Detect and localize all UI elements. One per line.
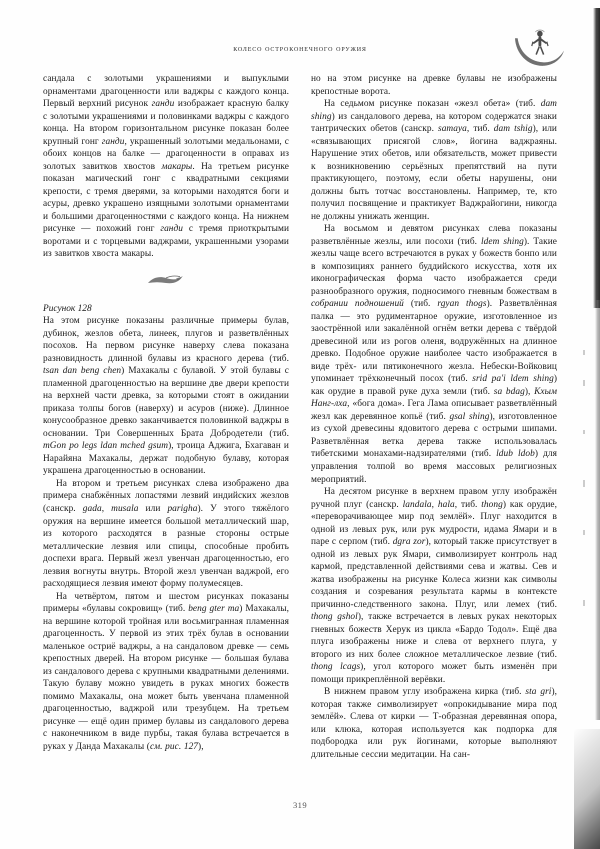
text-run: , тиб. [454, 499, 482, 510]
text-run: . На третьем рисунке показан магический гонг с квадратными секциями крепости, с тремя дверями, за которыми находятся боги и асуры, древко украшено изящными золотыми орнаментами и большими драгоценностями с каждого конца. На нижнем рисунке — похожий гонг [43, 161, 289, 235]
tibetan-transliteration: srid pa'i ldem shing [472, 374, 554, 385]
paragraph-indian-maces [43, 478, 289, 591]
tibetan-transliteration: tsan dan beng chen [43, 366, 122, 377]
tibetan-transliteration: mGon po legs ldan mched gsum [43, 441, 169, 452]
text-run: ) из сандалового дерева, на котором содержатся знаки тантрических обетов (санскр. [311, 111, 557, 135]
tibetan-transliteration: dam shing [311, 99, 557, 122]
text-run: ), который также присутствует в одной из левых рук Ямари, символизирует контроль над кармой, представленной действиями сева и жатвы. Сев и жатва изображены на рисунке Колеса жизни как символы создания и созревания результата кармы в контексте причинно-следственного закона. Плуг, или лемех (тиб. [311, 537, 557, 610]
text-run: На седьмом рисунке показан «жезл обета» (тиб. [324, 99, 541, 110]
text-run: ), [198, 741, 204, 752]
page-number: 319 [292, 800, 308, 810]
text-run: На восьмом и девятом рисунках слева показаны разветвлённые жезлы, или посохи (тиб. [311, 224, 557, 247]
text-run: ). Такие жезлы чаще всего встречаются в руках у божеств бонпо или в композициях раннего буддийского искусства, хотя их иконографическая форма часто изображается среди разнообразного оружия, подносимого гневным божествам в [311, 236, 557, 297]
paragraph-treasure-mace [43, 591, 289, 754]
text-run: ) для управления толпой во время массовых религиозных мероприятий. [311, 449, 557, 485]
term-italic: собрании подношений [311, 299, 404, 310]
sanskrit-transliteration: samaya [438, 124, 467, 135]
text-run: , украшенный золотыми медальонами, с обоих концов на балке — драгоценности в оправах из золотых завитков хвостов [43, 136, 290, 172]
tibetan-transliteration: thong lcags [311, 662, 361, 673]
right-column [311, 73, 557, 773]
text-run: На четвёртом, пятом и шестом рисунках показаны примеры «булавы сокровищ» (тиб. [43, 591, 289, 615]
text-run: ). У этого тяжёлого оружия на вершине имеется большой металлический шар, из которого расходятся в разные стороны острые металлические лезвия или спицы, способные пробить доспехи врага. Первый жезл увенчан драгоценностью, его лезвия вогнуты внутрь. Второй жезл увенчан ваджрой, его расходящиеся лезвия имеют форму полумесяцев. [43, 503, 289, 590]
text-run: (тиб. [403, 299, 438, 310]
text-run: ), угол которого может быть изменён при помощи прикреплённой верёвки. [311, 662, 558, 685]
text-run: ), [524, 386, 535, 397]
scan-speck [583, 600, 585, 606]
tibetan-transliteration: gsal shing [449, 411, 490, 422]
text-run: ). Разветвлённая палка — это рудиментарное оружие, изготовленное из заострённой или закалённой огнём ветки дерева с твёрдой древесиной или из рогов оленя, водружённых на длинное древко. Подобное оружие наиболее часто изображается в виде трёх- или пятиконечного жезла. Небески-Войковиц упоминает трёхконечный посох (тиб. [311, 299, 557, 385]
term-italic: ганди [160, 224, 184, 235]
paragraph-plough [311, 486, 557, 686]
tibetan-transliteration: thong [481, 499, 503, 510]
text-run: , «бога дома». Гега Лама описывает разветвлённый жезл как деревянное копьё (тиб. [311, 399, 557, 422]
tibetan-transliteration: beng gter ma [188, 604, 240, 615]
scan-binding-edge [593, 8, 600, 308]
text-run: ) как орудие в правой руке духа земли (тиб. [311, 374, 558, 397]
term-italic: ганди [151, 99, 175, 110]
left-column [43, 73, 289, 773]
tibetan-transliteration: dgra zor [392, 537, 426, 548]
text-run: ), которая также символизирует «опрокидывание мира под землёй». Слева от кирки — Т-образная деревянная опора, или клюка, которая используется как подпорка для подбородка или рук йогинами, которые выполняют длительные сессии медитации. На сан- [311, 687, 558, 760]
text-run: На десятом рисунке в верхнем правом углу изображён ручной плуг (санскр. [311, 487, 557, 510]
scan-speck [583, 380, 585, 386]
text-run: На втором и третьем рисунках слева изображено два примера снабжённых лопастями лезвий индийских жезлов (санскр. [43, 478, 289, 514]
scan-speck [583, 480, 585, 487]
sanskrit-transliteration: landala [402, 499, 432, 510]
text-run: , [431, 499, 438, 510]
scan-corner-shadow [574, 729, 600, 849]
tibetan-transliteration: sta gri [525, 687, 552, 698]
running-head [0, 44, 600, 53]
paragraph-continuation: но на этом рисунке на древке булавы не изображены крепостные ворота. [311, 74, 557, 97]
text-run: или [138, 503, 168, 514]
term-italic: макары [161, 161, 193, 172]
paragraph-pickaxe [311, 686, 557, 761]
tibetan-transliteration: rgyan thogs [437, 299, 487, 310]
text-run: ) как орудие, «переворачивающее мир под землёй». Плуг находится в одной из левых рук, или рук мудрости, идама Ямари и в паре с серпом (тиб. [311, 499, 557, 548]
text-run: с тремя приоткрытыми воротами и с торцевыми ваджрами, украшенными узорами из завитков хвоста макары. [43, 224, 290, 260]
sanskrit-transliteration: gada [82, 503, 102, 514]
sanskrit-transliteration: parigha [167, 503, 198, 514]
tibetan-transliteration: dam tshig [493, 124, 533, 135]
deity-name-italic: Кхым Нанг-лха [311, 386, 557, 410]
paragraph-figure-description [43, 315, 289, 478]
text-run: сандала с золотыми украшениями и выпуклыми орнаментами драгоценности или ваджры с каждого конца. Первый верхний рисунок [43, 74, 289, 110]
sanskrit-transliteration: hala [437, 499, 455, 510]
text-run: ), или «связывающих присягой слов», йогина ваджраяны. Нарушение этих обетов, или обязательств, может привести к возникновению серьёзных препятствий на пути практикующего, поэтому, если обеты нарушены, они должны быть тотчас восстановлены. Например, те, кто получил посвящение и практикует Ваджрайогини, никогда не должны унижать женщин. [311, 124, 557, 222]
text-run: ) Махакалы с булавой. У этой булавы с пламенной драгоценностью на вершине две двери крепости на верхней части древка, за которыми стоят в ожидании приказа толпы богов (наверху) и асуров (ниже). Длинное конусообразное древко заканчивается половинкой ваджры в основании. Три Совершенных Брата Добродетели (тиб. [43, 366, 289, 439]
text-run: изображает красную балку с золотыми украшениями и половинками ваджры с каждого конца. На втором горизонтальном рисунке показан более крупный гонг [43, 99, 289, 147]
sanskrit-transliteration: musala [111, 503, 139, 514]
text-run: , тиб. [466, 124, 494, 135]
figure-caption-number: Рисунок 128 [43, 303, 92, 314]
deity-on-crescent-emblem [512, 24, 566, 72]
scan-binding-edge-lower [595, 300, 600, 720]
paragraph-vow-staff [311, 98, 557, 223]
text-columns [43, 73, 558, 773]
text-run: ) Махакалы, на вершине которой тройная или восьмигранная пламенная драгоценность. У первой из этих трёх булав в основании маленькое остриё ваджры, а на сандаловом древке — семь крепостных дверей. На втором рисунке — большая булава из сандалового дерева с крупными квадратными делениями. Такую булаву можно увидеть в руках многих божеств помимо Махакалы, она может быть увенчана пламенной драгоценностью, ваджрой или трезубцем. На третьем рисунке — ещё один пример булавы из сандалового дерева с наконечником в виде пурбы, такая булава встречается в руках у Данда Махакалы ( [43, 604, 289, 752]
running-head-text: колесо остроконечного оружия [233, 44, 367, 53]
scan-speck [583, 430, 585, 434]
text-run: В нижнем правом углу изображена кирка (тиб. [324, 687, 526, 698]
cross-reference-italic: см. рис. 127 [149, 741, 199, 752]
text-run: ), троица Аджига, Бхагаван и Нарайяна Махакалы, держат подобную булаву, которая украшена драгоценностью в основании. [43, 441, 289, 477]
scan-speck [583, 530, 585, 535]
text-run: На этом рисунке показаны различные примеры булав, дубинок, жезлов обета, линеек, плугов и разветвлённых посохов. На первом рисунке наверху слева показана разновидность длинной булавы из красного дерева (тиб. [43, 316, 289, 364]
scan-speck [583, 350, 585, 355]
tibetan-transliteration: sa bdag [493, 386, 525, 397]
term-italic: ганди [101, 136, 125, 147]
paragraph-ganji-gongs [43, 73, 289, 261]
tibetan-transliteration: ldub ldob [496, 449, 535, 460]
paragraph-branched-staff [311, 223, 557, 486]
leaf-flourish-ornament [146, 274, 186, 287]
text-run: ), также встречается в левых руках некоторых гневных божеств Херук из цикла «Бардо Тодол». Ещё два плуга изображены ниже и слева от верхнего плуга, у второго из них более сложное металлическое лезвие (тиб. [311, 612, 557, 660]
text-run: , [101, 503, 112, 514]
tibetan-transliteration: ldem shing [480, 236, 524, 247]
text-run: ), изготовленное из сухой древесины ядовитого дерева с острыми шипами. Разветвлённая ветка дерева также использовалась тибетскими монахами-надзирателями (тиб. [311, 411, 557, 460]
tibetan-transliteration: thong gshol [311, 612, 358, 623]
